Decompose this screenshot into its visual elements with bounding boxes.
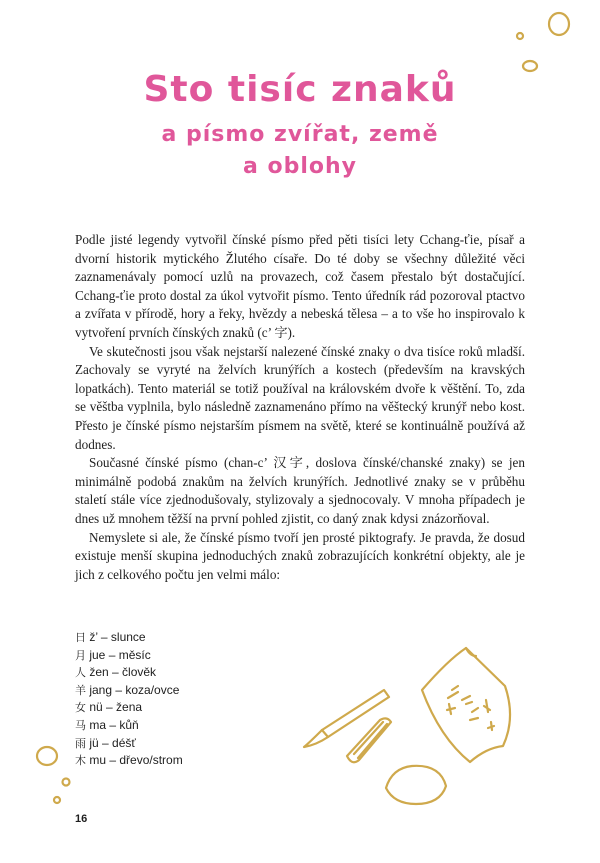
scroll-icon <box>422 648 510 762</box>
character-glossary <box>75 629 295 770</box>
glossary-hanzi: 羊 <box>75 683 86 697</box>
glossary-text: mu – dřevo/strom <box>89 753 183 768</box>
glossary-item <box>75 752 295 770</box>
pebble-decoration <box>54 797 60 803</box>
glossary-hanzi: 人 <box>75 666 86 680</box>
glossary-text: nü – žena <box>89 700 143 715</box>
glossary-hanzi: 木 <box>75 754 86 768</box>
glossary-hanzi: 月 <box>75 648 86 662</box>
glossary-item <box>75 664 295 682</box>
paragraph: Ve skutečnosti jsou však nejstarší nalezené čínské znaky o dva tisíce roků mladší. Zachovaly se vyryté na želvích krunýřích a kostech (především na kravských lopatkách). Tento materiál se totiž používal na královském dvoře k věštění. To, zda se věštba vyplnila, bylo následně zaznamenáno přímo na věštecký krunýř nebo kost. Přesto je čínské písmo nejstarším písmem na světě, které se kontinuálně používá až dodnes. <box>75 343 525 452</box>
glossary-text: žen – člověk <box>89 665 157 680</box>
glossary-item <box>75 717 295 735</box>
glossary-item <box>75 629 295 647</box>
glossary-hanzi: 马 <box>75 718 86 732</box>
glossary-hanzi: 女 <box>75 701 86 715</box>
glossary-item <box>75 735 295 753</box>
glossary-text: ma – kůň <box>89 717 139 732</box>
ink-stick-icon <box>347 718 391 762</box>
pebble-decoration <box>549 13 569 35</box>
glossary-item <box>75 699 295 717</box>
pebble-decoration <box>63 779 70 786</box>
paragraph: Podle jisté legendy vytvořil čínské písmo před pěti tisíci lety Cchang-ťie, písař a dvorní historik mytického Žlutého císaře. Do té doby se všechny důležité věci zaznamenávaly pomocí uzlů na provazech, což časem přestalo být dostačující. Cchang-ťie proto dostal za úkol vytvořit písmo. Tento úředník rád pozoroval ptactvo a zvířata v přírodě, hory a řeky, hvězdy a nebeská tělesa – a to vše ho inspirovalo k vytvoření prvních čínských znaků (c’ 字). <box>75 232 525 340</box>
article-body <box>75 231 525 584</box>
page-number: 16 <box>75 813 88 825</box>
glossary-text: jang – koza/ovce <box>89 682 180 697</box>
stone-decoration <box>386 766 446 804</box>
glossary-text: ž’ – slunce <box>89 630 146 644</box>
paragraph: Nemyslete si ale, že čínské písmo tvoří jen prosté piktografy. Je pravda, že dosud existuje menší skupina jednoduchých znaků zobrazujících konkrétní objekty, ale je jich z celkového počtu jen velmi málo: <box>75 529 525 582</box>
pebble-decoration <box>517 33 523 39</box>
subtitle-line-2: a oblohy <box>242 154 358 179</box>
subtitle-line-1: a písmo zvířat, země <box>161 122 439 147</box>
glossary-text: jü – déšť <box>89 735 136 750</box>
paragraph: Současné čínské písmo (chan-c’ 汉字, doslova čínské/chanské znaky) se jen minimálně podobá znakům na želvích krunýřích. Jednotlivé znaky se v průběhu staletí stále více zjednodušovaly, stylizovaly a sjednocovaly. V mnoha případech je dnes už mnohem těžší na první pohled zjistit, co daný znak kdysi znázorňoval. <box>75 455 525 526</box>
glossary-text: jue – měsíc <box>89 647 151 662</box>
page-title <box>0 68 600 182</box>
glossary-hanzi: 雨 <box>75 736 86 750</box>
pebble-decoration <box>37 747 57 765</box>
title-main: Sto tisíc znaků <box>143 69 457 110</box>
glossary-item <box>75 647 295 665</box>
glossary-item <box>75 682 295 700</box>
glossary-hanzi: 日 <box>75 631 86 644</box>
